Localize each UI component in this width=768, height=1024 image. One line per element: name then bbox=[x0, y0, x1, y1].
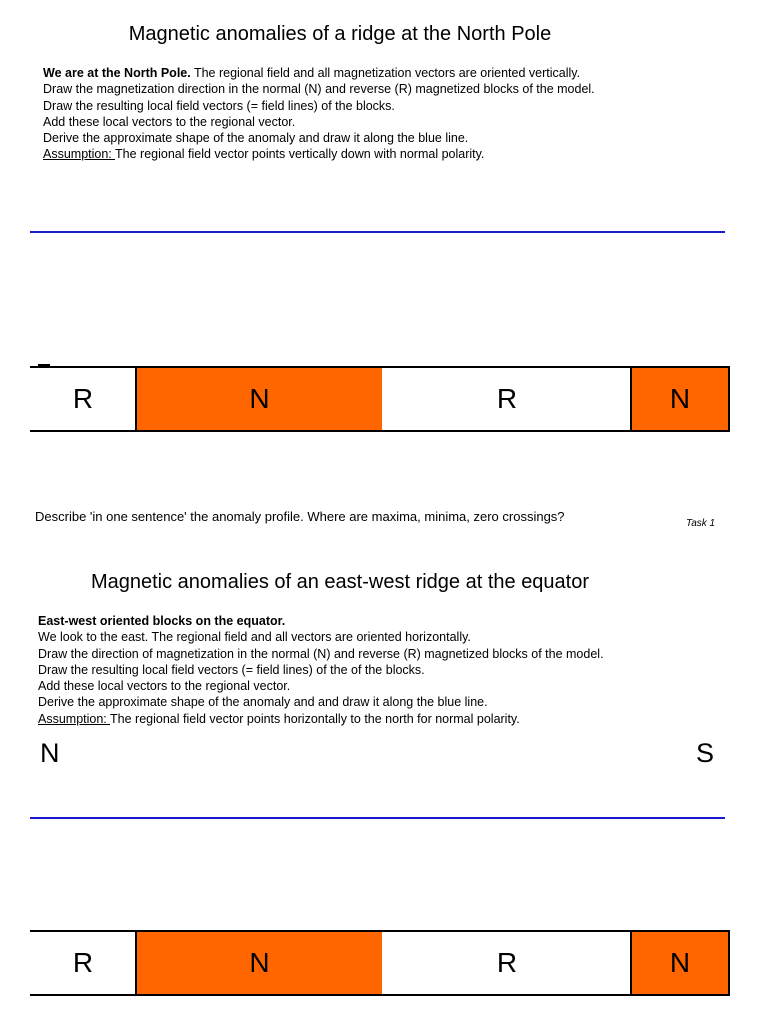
section2-line: We look to the east. The regional field and all vectors are oriented horizontally. bbox=[38, 630, 471, 645]
section2-instructions bbox=[38, 613, 738, 727]
section1-line: Add these local vectors to the regional vector. bbox=[43, 114, 296, 129]
section1-line: Derive the approximate shape of the anomaly and draw it along the blue line. bbox=[43, 131, 469, 146]
section2-line: Add these local vectors to the regional vector. bbox=[38, 679, 291, 694]
section2-block-reverse: R bbox=[30, 930, 136, 996]
section1-assumption-label: Assumption: bbox=[43, 147, 116, 162]
section1-title: Magnetic anomalies of a ridge at the North Pole bbox=[128, 23, 552, 45]
section1-line: Draw the resulting local field vectors (= field lines) of the blocks. bbox=[43, 98, 395, 113]
section1-lead: We are at the North Pole. bbox=[43, 66, 191, 80]
task-label: Task 1 bbox=[686, 518, 716, 529]
section2-assumption bbox=[38, 711, 738, 727]
question-text: Describe 'in one sentence' the anomaly profile. Where are maxima, minima, zero crossings? bbox=[35, 509, 565, 524]
section1-lead-line bbox=[43, 65, 743, 81]
section2-lead: East-west oriented blocks on the equator. bbox=[38, 614, 286, 628]
section2-title: Magnetic anomalies of an east-west ridge at the equator bbox=[90, 571, 590, 593]
section2-assumption-label: Assumption: bbox=[38, 711, 111, 726]
section1-block-normal: N bbox=[135, 366, 384, 432]
direction-south-label: S bbox=[696, 738, 715, 768]
section2-block-normal: N bbox=[630, 930, 730, 996]
section2-assumption-text: The regional field vector points horizontally to the north for normal polarity. bbox=[110, 711, 520, 726]
section2-line: Draw the resulting local field vectors (= field lines) of the of the blocks. bbox=[38, 662, 425, 677]
section1-block-model bbox=[30, 366, 730, 436]
section1-block-normal: N bbox=[630, 366, 730, 432]
section2-block-reverse: R bbox=[382, 930, 632, 996]
section1-profile-line bbox=[30, 231, 725, 233]
section1-assumption-text: The regional field vector points vertically down with normal polarity. bbox=[115, 147, 485, 162]
section2-line: Draw the direction of magnetization in the normal (N) and reverse (R) magnetized blocks of the model. bbox=[38, 646, 604, 661]
section2-profile-line bbox=[30, 817, 725, 819]
section1-assumption bbox=[43, 146, 743, 162]
section2-block-normal: N bbox=[135, 930, 384, 996]
direction-north-label: N bbox=[40, 738, 60, 768]
section1-block-reverse: R bbox=[382, 366, 632, 432]
section1-block-reverse: R bbox=[30, 366, 136, 432]
section2-line: Derive the approximate shape of the anomaly and and draw it along the blue line. bbox=[38, 695, 488, 710]
section1-instructions bbox=[43, 65, 743, 163]
section1-lead-rest: The regional field and all magnetization vectors are oriented vertically. bbox=[190, 66, 581, 80]
section1-line: Draw the magnetization direction in the normal (N) and reverse (R) magnetized blocks of the model. bbox=[43, 82, 595, 97]
section2-block-model bbox=[30, 930, 730, 1000]
